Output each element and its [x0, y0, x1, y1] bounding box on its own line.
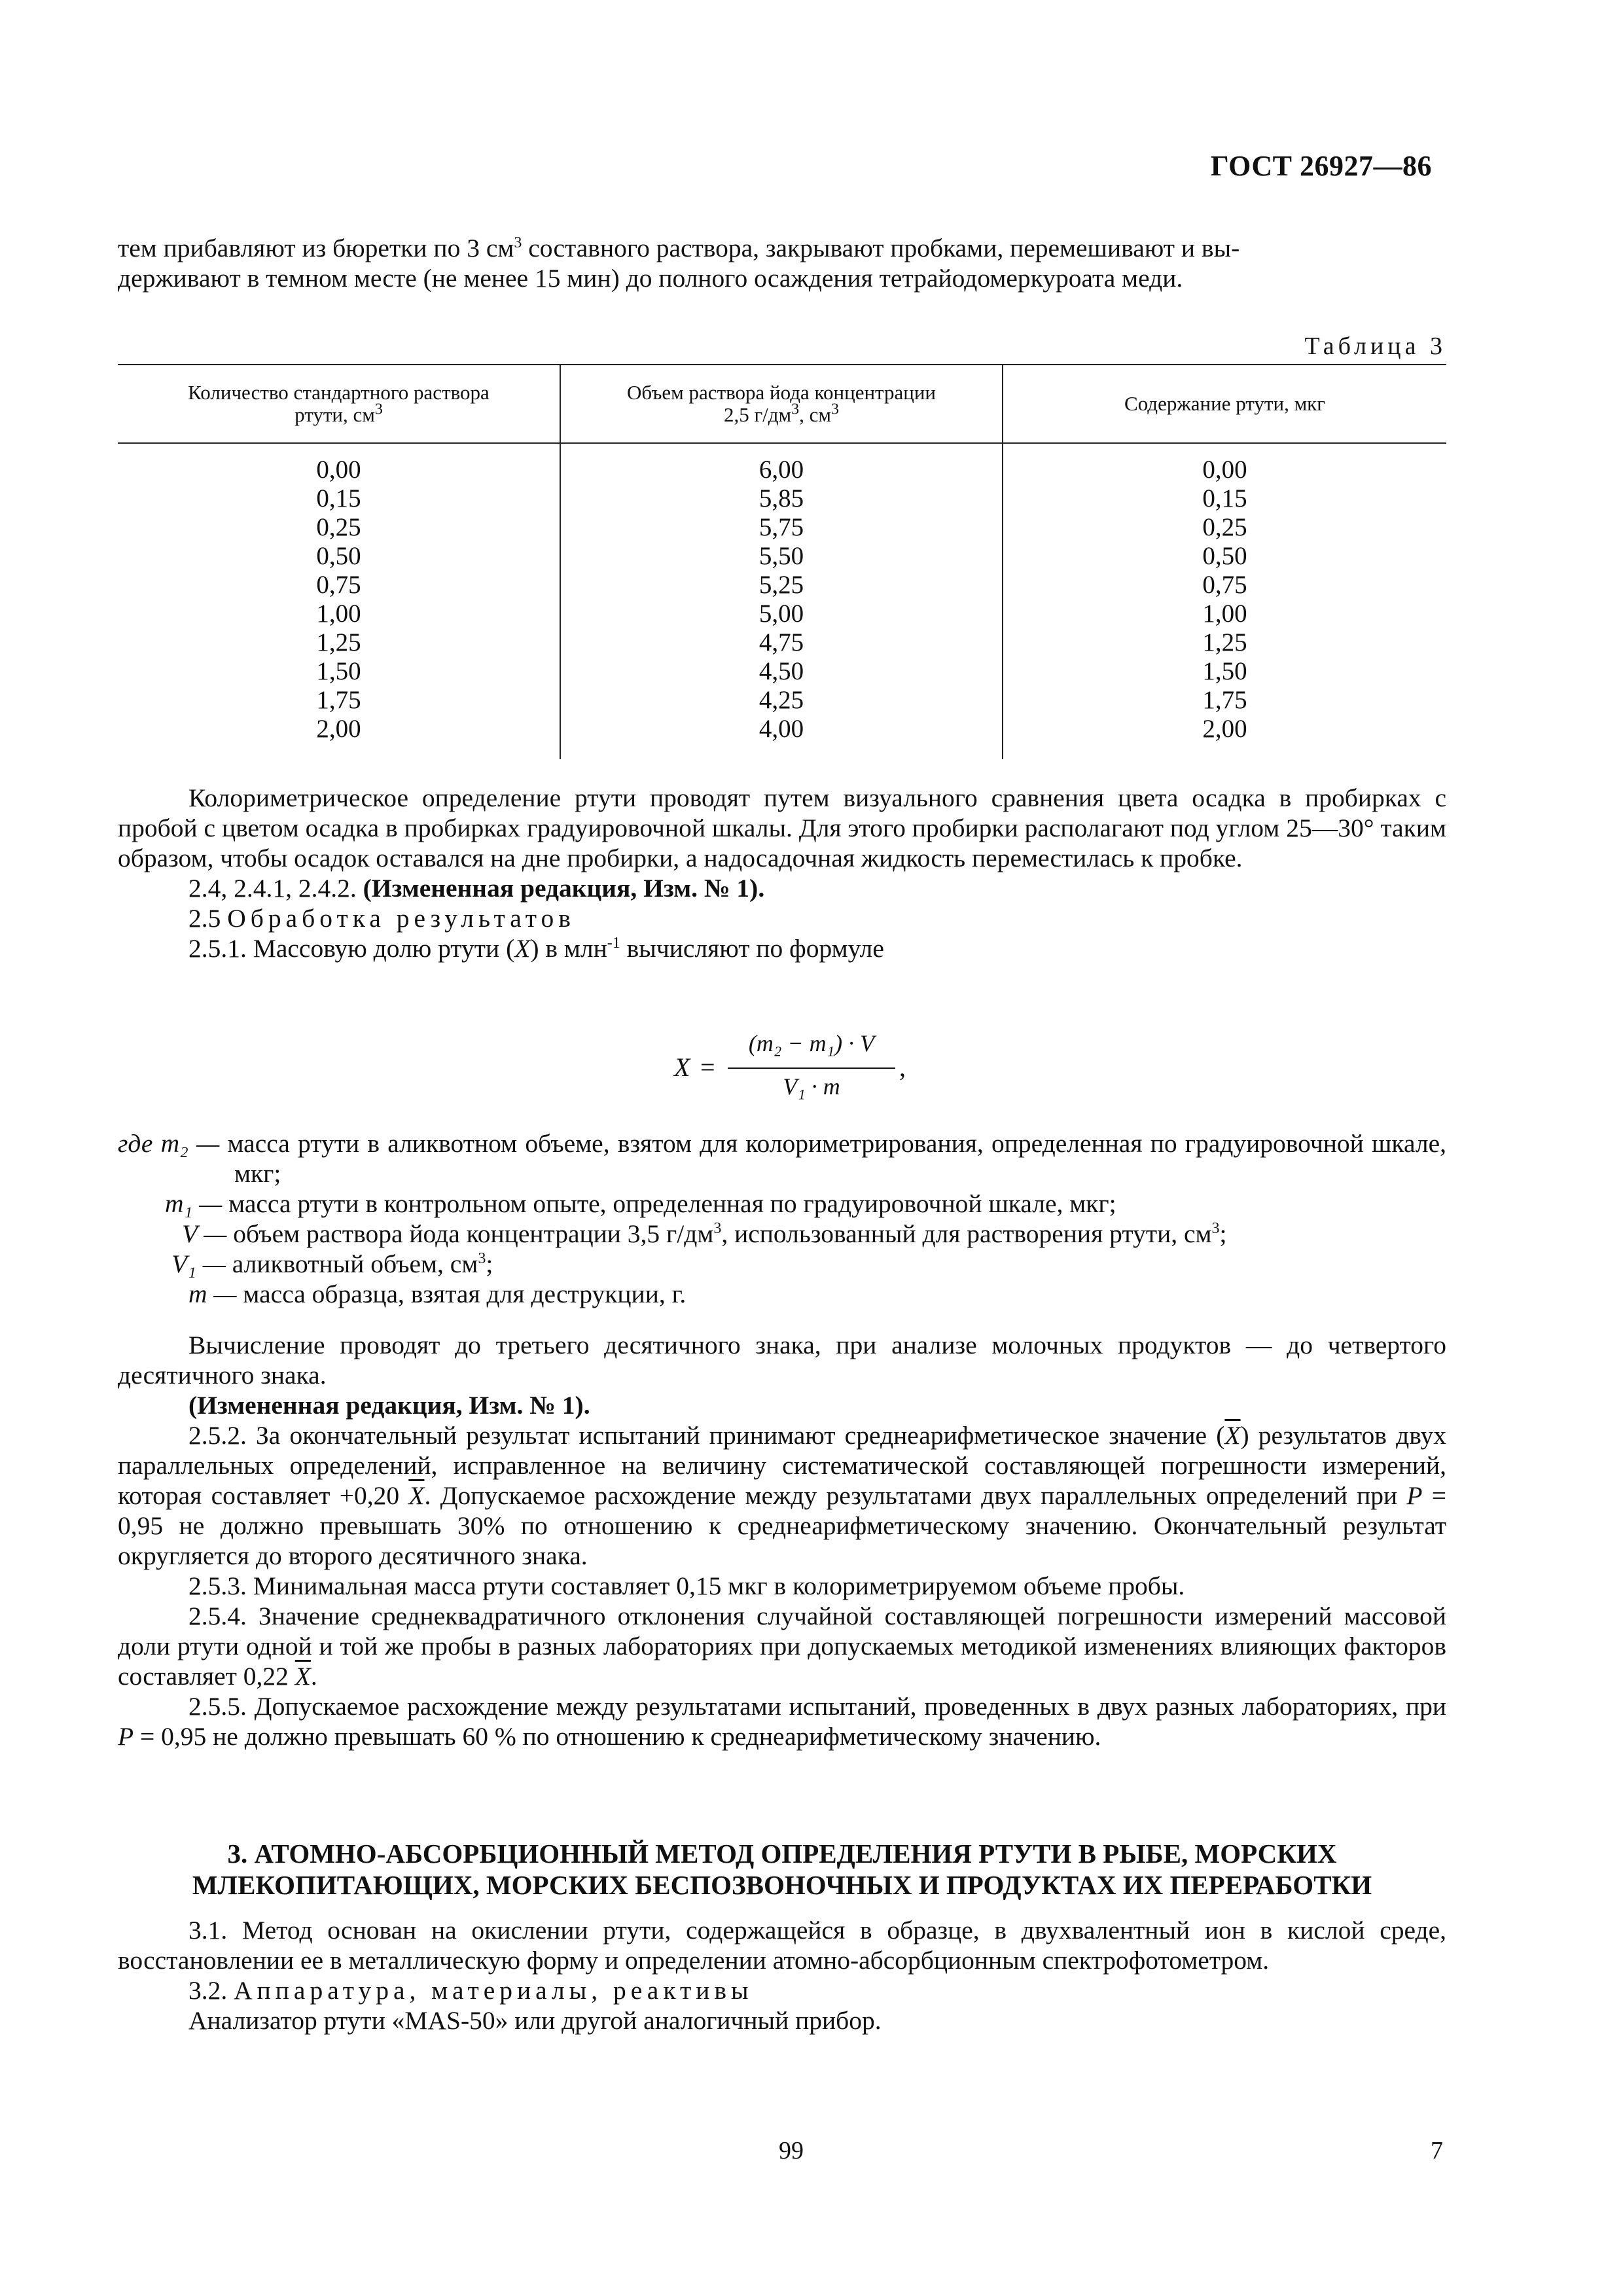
table-cell: 0,75 — [118, 571, 560, 600]
section-2-5-title: 2.5 Обработка результатов — [188, 904, 575, 933]
section-3-2-title: 3.2. Аппаратура, материалы, реактивы — [188, 1976, 753, 2005]
formula-lhs: X — [674, 1052, 690, 1082]
formula-numerator: (m₂ − m₁) · V — [748, 1030, 875, 1056]
table-cell: 5,00 — [560, 600, 1003, 628]
amendment-2-5-1: (Измененная редакция, Изм. № 1). — [188, 1391, 590, 1420]
paragraph-3-1: 3.1. Метод основан на окислении ртути, содержащейся в образце, в двухвалентный ион в кислой среде, восстановлении ее в металлическую форму и определении атомно-абсорбционным спектрофотометром. — [118, 1916, 1446, 1975]
table-row — [118, 686, 1446, 715]
table-cell: 5,50 — [560, 542, 1003, 571]
formula-fraction-bar — [728, 1067, 895, 1069]
table-cell: 0,25 — [1202, 513, 1247, 541]
paragraph-2-5-3: 2.5.3. Минимальная масса ртути составляет 0,15 мкг в колориметрируемом объеме пробы. — [188, 1571, 1185, 1600]
table-cell: 0,50 — [118, 542, 560, 571]
table-cell: 0,00 — [118, 443, 560, 484]
intro-paragraph: тем прибавляют из бюретки по 3 $см^3$ составного раствора, закрывают пробками, перемешивают и вы- держивают в темном месте (не менее 15 мин) до полного осаждения тетрайодомеркуроата меди. — [118, 234, 1240, 293]
formula-equals: = — [700, 1052, 715, 1082]
table-row — [118, 571, 1446, 600]
table-cell: 1,00 — [1202, 600, 1247, 628]
table-header-cell: Объем раствора йода концентрации 2,5 $г/дм^3$, $см^3$ — [560, 365, 1003, 443]
table-cell: 6,00 — [560, 443, 1003, 484]
table-row — [118, 542, 1446, 571]
section-3-title: 3. АТОМНО-АБСОРБЦИОННЫЙ МЕТОД ОПРЕДЕЛЕНИЯ РТУТИ В РЫБЕ, МОРСКИХ МЛЕКОПИТАЮЩИХ, МОРСКИХ БЕСПОЗВОНОЧНЫХ И ПРОДУКТАХ ИХ ПЕРЕРАБОТКИ — [192, 1839, 1372, 1900]
table-cell: 1,50 — [1202, 657, 1247, 685]
table-row — [118, 715, 1446, 759]
table-cell: 0,50 — [1202, 542, 1247, 570]
table-cell: 1,00 — [118, 600, 560, 628]
table-cell: 0,15 — [1202, 484, 1247, 512]
table-body — [118, 443, 1446, 759]
definition-v1: V₁ — аликвотный объем, $см^3$; — [171, 1249, 493, 1278]
table-cell: 1,25 — [118, 628, 560, 657]
paragraph-2-5-5: 2.5.5. Допускаемое расхождение между результатами испытаний, проведенных в двух разных лабораториях, при P = 0,95 не должно превышать 60 % по отношению к среднеарифметическому значению. — [118, 1692, 1446, 1751]
table-header-cell: Количество стандартного раствора ртути, $см^3$ — [118, 365, 560, 443]
table-cell: 5,85 — [560, 484, 1003, 513]
table-row — [118, 484, 1446, 513]
page-number-center: 99 — [779, 2137, 804, 2164]
table-row — [118, 628, 1446, 657]
table-cell: 0,75 — [1202, 571, 1247, 599]
colorimetric-paragraph: Колориметрическое определение ртути проводят путем визуального сравнения цвета осадка в пробирках с пробой с цветом осадка в пробирках градуировочной шкалы. Для этого пробирки располагают под углом 25—30° таким образом, чтобы осадок оставался на дне пробирки, а надосадочная жидкость переместилась к пробке. — [118, 783, 1446, 872]
table-cell: 1,75 — [1202, 686, 1247, 714]
definition-m1: m₁ — масса ртути в контрольном опыте, определенная по градуировочной шкале, мкг; — [165, 1189, 1116, 1218]
paragraph-2-5-2: 2.5.2. За окончательный результат испытаний принимают среднеарифметическое значение $(\overline{X})$ результатов двух параллельных определений, исправленное на величину систематической составляющей погрешности измерений, которая составляет +0,20 $\overline{X}$. Допускаемое расхождение между результатами двух параллельных определений при P = 0,95 не должно превышать 30% по отношению к среднеарифметическому значению. Окончательный результат округляется до второго десятичного знака. — [118, 1421, 1446, 1570]
table-cell: 1,25 — [1202, 628, 1247, 656]
calc-precision-paragraph: Вычисление проводят до третьего десятичного знака, при анализе молочных продуктов — до четвертого десятичного знака. — [118, 1331, 1446, 1390]
table-cell: 4,50 — [560, 657, 1003, 686]
table-cell: 1,50 — [118, 657, 560, 686]
table-caption: Таблица 3 — [1304, 332, 1446, 360]
colorimetric-section — [118, 783, 1446, 963]
table-row — [118, 443, 1446, 484]
table-cell: 0,00 — [1202, 456, 1247, 484]
table-cell: 5,75 — [560, 513, 1003, 542]
definition-v: V — объем раствора йода концентрации 3,5 $г/дм^3$, использованный для растворения ртути, $см^3$; — [182, 1219, 1227, 1248]
formula — [674, 1030, 949, 1108]
table-row — [118, 513, 1446, 542]
variable-definitions — [118, 1128, 1446, 1309]
paragraph-2-5-1: 2.5.1. Массовую долю ртути (X) в млн$^{-1}$ вычисляют по формуле — [188, 934, 884, 963]
definition-m: m — масса образца, взятая для деструкции, г. — [188, 1280, 687, 1308]
results-section — [118, 1330, 1446, 1751]
table-cell: 1,75 — [118, 686, 560, 715]
table-header-row — [118, 365, 1446, 443]
formula-denominator: V₁ · m — [783, 1073, 840, 1100]
table-row — [118, 600, 1446, 628]
document-code: ГОСТ 26927—86 — [1210, 150, 1432, 182]
table-cell: 4,75 — [560, 628, 1003, 657]
table-cell: 2,00 — [118, 715, 560, 759]
table-cell: 0,25 — [118, 513, 560, 542]
table-cell: 2,00 — [1202, 715, 1247, 743]
amendment-2-4: 2.4, 2.4.1, 2.4.2. (Измененная редакция, Изм. № 1). — [188, 874, 765, 903]
table-cell: 0,15 — [118, 484, 560, 513]
table-cell: 4,25 — [560, 686, 1003, 715]
table-cell: 5,25 — [560, 571, 1003, 600]
section-3 — [118, 1838, 1446, 2036]
paragraph-2-5-4: 2.5.4. Значение среднеквадратичного отклонения случайной составляющей погрешности измерений массовой доли ртути одной и той же пробы в разных лабораториях при допускаемых методикой изменениях влияющих факторов составляет 0,22 $\overline{X}$. — [118, 1602, 1446, 1691]
table-row — [118, 657, 1446, 686]
formula-comma: , — [899, 1052, 906, 1082]
data-table — [118, 364, 1446, 759]
page-number-right: 7 — [1431, 2137, 1443, 2164]
table-cell: 4,00 — [560, 715, 1003, 759]
table-header-cell: Содержание ртути, мкг — [1003, 365, 1446, 443]
definition-m2: где m₂ — масса ртути в аликвотном объеме, взятом для колориметрирования, определенная по градуировочной шкале, мкг; — [118, 1129, 1446, 1188]
paragraph-3-2-text: Анализатор ртути «MAS-50» или другой аналогичный прибор. — [188, 2006, 882, 2035]
